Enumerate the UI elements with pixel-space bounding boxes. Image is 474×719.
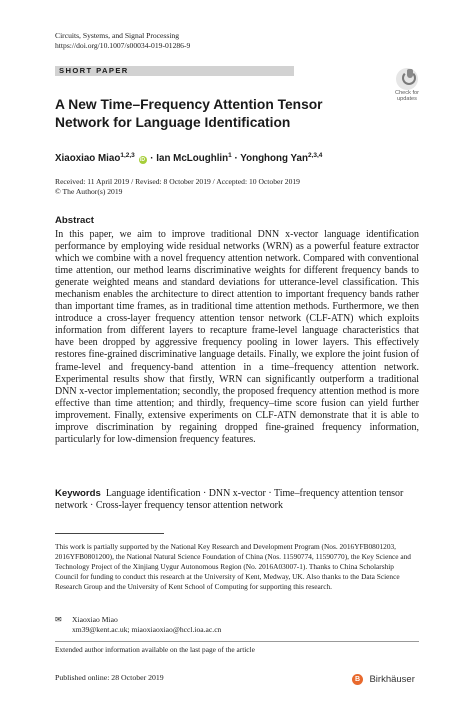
author-name: Yonghong Yan [240,153,308,164]
keywords-label: Keywords [55,488,101,499]
history-dates: Received: 11 April 2019 / Revised: 8 October 2019 / Accepted: 10 October 2019 [55,177,300,186]
check-for-updates-badge[interactable] [393,68,421,102]
publisher-logo [352,671,415,686]
journal-header [55,31,190,51]
author-affiliation: 2,3,4 [307,152,323,159]
author-affiliation: 1,2,3 [120,152,135,159]
author-separator: · [150,153,154,164]
author-separator: · [234,153,238,164]
orcid-icon[interactable]: iD [140,157,146,163]
extended-author-info: Extended author information available on the last page of the article [55,645,255,654]
update-icon [396,68,418,90]
author-name: Xiaoxiao Miao [55,153,121,164]
correspondence-block [72,615,221,635]
footnote-divider [55,533,164,534]
author-list [55,150,322,165]
author-emails[interactable]: xm39@kent.ac.uk; miaoxiaoxiao@hccl.ioa.ac.cn [72,625,222,634]
author-affiliation: 1 [228,152,232,159]
article-type-bar [55,66,294,76]
corresponding-author: Xiaoxiao Miao [72,615,118,624]
author-name: Ian McLoughlin [156,153,229,164]
extended-info-divider [55,641,419,642]
doi-link[interactable]: https://doi.org/10.1007/s00034-019-01286-9 [55,41,191,50]
publisher-name: Birkhäuser [369,674,415,686]
badge-label: Check for updates [395,90,419,102]
published-date: Published online: 28 October 2019 [55,673,164,682]
keywords-list: Language identification · DNN x-vector · Time–frequency attention tensor network · Cross-layer frequency tensor attention network [55,488,404,512]
paper-title: A New Time–Frequency Attention Tensor Network for Language Identification [55,97,323,130]
birkhauser-icon: B [352,674,363,685]
envelope-icon: ✉ [55,615,62,624]
article-dates [55,177,300,197]
funding-note: This work is partially supported by the National Key Research and Development Program (Nos. 2016YFB0801203, 2016YFB0801200), the National Natural Science Foundation of China (Nos. 11590774, 11590770), the Key Science and Technology Project of the Xinjiang Uygur Autonomous Region (No. 2016A03007-1). Thanks to China Scholarship Council for funding to conduct this research at the University of Kent, Medway, UK. Also thanks to the Data Science Research Group and the University of Kent School of Computing for supporting this research. [55,542,411,591]
journal-name: Circuits, Systems, and Signal Processing [55,31,180,40]
article-type-label: SHORT PAPER [59,66,129,75]
abstract-text: In this paper, we aim to improve traditional DNN x-vector language identification performance by employing wide residual networks (WRN) as a powerful feature extractor which we combine with a novel frequency attention network. Compared with conventional time attention, our method learns discriminative weights for different frequency bands to generate weighted means and standard deviations for utterance-level classification. This mechanism enables the architecture to direct attention to important frequency bands rather than important time frames, as in traditional time attention methods. Furthermore, we then introduce a cross-layer frequency attention tensor network (CLF-ATN) which exploits information from different layers to recapture frame-level language characteristics that have been dropped by aggressive frequency pooling in lower layers. This effectively restores fine-grained discriminative language details. Finally, we explore the joint fusion of frame-level and frequency-band attention in a time–frequency attention network. Experimental results show that firstly, WRN can significantly outperform a traditional DNN x-vector implementation; secondly, the proposed frequency attention method is more effective than time attention; and thirdly, frequency–time score fusion can yield further improvement. Finally, extensive experiments on CLF-ATN demonstrate that it is able to improve discrimination by regaining dropped fine-grained frequency information, particularly for low-dimension frequency features. [55,229,419,445]
keywords-block [55,488,419,512]
copyright-line: © The Author(s) 2019 [55,187,123,196]
abstract-heading: Abstract [55,215,94,226]
